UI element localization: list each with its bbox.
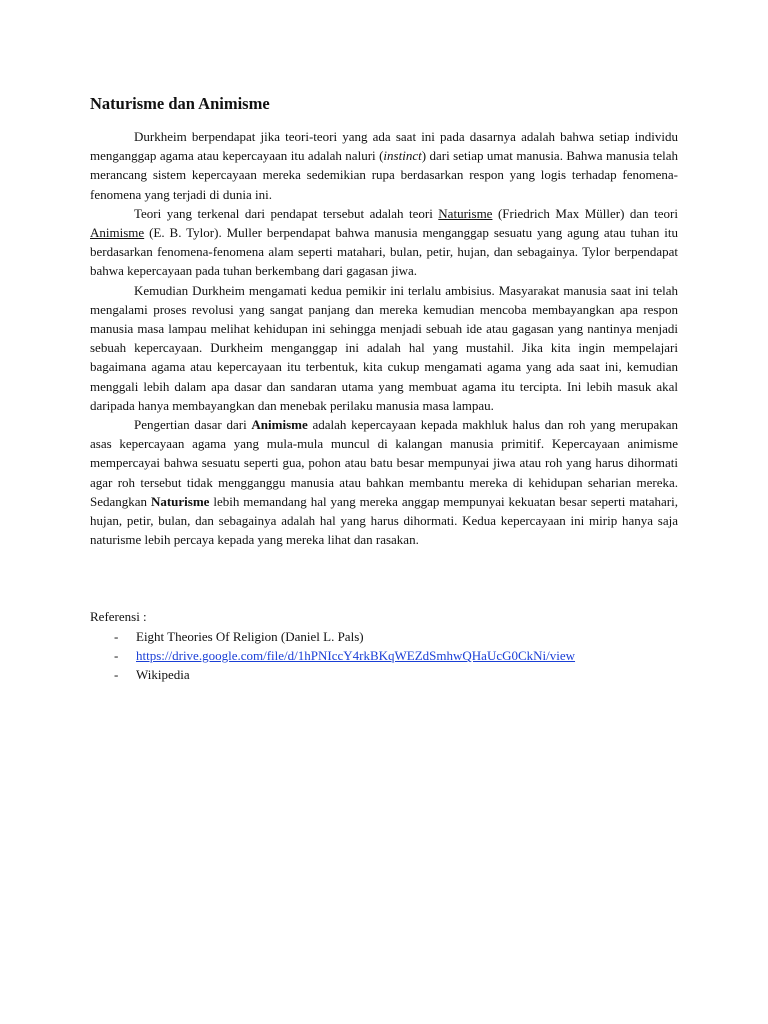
references-heading: Referensi : [90, 609, 147, 625]
paragraph-3: Kemudian Durkheim mengamati kedua pemikir ini terlalu ambisius. Masyarakat manusia saat ini telah mengalami proses revolusi yang sangat panjang dan mereka kemudian mencoba membayangkan apa respon manusia masa lampau melihat kehidupan ini sehingga menjadi sebuah ide atau gagasan yang nantinya menjadi sebuah kepercayaan. Durkheim menganggap ini adalah hal yang mustahil. Jika kita ingin mempelajari bagaimana agama atau kepercayaan itu terbentuk, kita cukup mengamati agama yang ada saat ini, kemudian menggali lebih dalam apa dasar dan sandaran utama yang membuat agama itu tercipta. Ini lebih masuk akal daripada hanya membayangkan dan menebak perilaku manusia masa lampau. [90, 282, 678, 413]
naturisme-bold-term: Naturisme [150, 493, 210, 509]
drive-link[interactable]: https://drive.google.com/file/d/1hPNIccY4rkBKqWEZdSmhwQHaUcG0CkNi/view [136, 647, 576, 663]
naturisme-term: Naturisme [438, 205, 493, 221]
animisme-term: Animisme [90, 225, 145, 241]
references-list [90, 627, 678, 685]
instinct-term: instinct [383, 148, 422, 164]
references-section [90, 607, 678, 684]
reference-item-drive-link [90, 646, 678, 665]
reference-item-book: - Eight Theories Of Religion (Daniel L. Pals) [90, 627, 678, 646]
list-dash: - [114, 628, 119, 644]
list-dash: - [114, 647, 119, 663]
document-content [90, 93, 678, 684]
paragraph-1: Durkheim berpendapat jika teori-teori yang ada saat ini pada dasarnya adalah bahwa setiap individu menganggap agama atau kepercayaan itu adalah naluri (instinct) dari setiap umat manusia. Bahwa manusia telah merancang sistem kepercayaan mereka sedemikian rupa berdasarkan respon yang logis terhadap fenomena-fenomena yang terjadi di dunia ini. [90, 129, 678, 202]
document-title: Naturisme dan Animisme [90, 94, 270, 113]
paragraph-2: Teori yang terkenal dari pendapat tersebut adalah teori Naturisme (Friedrich Max Müller) dan teori Animisme (E. B. Tylor). Muller berpendapat bahwa manusia menganggap sesuatu yang agung atau tuhan itu berdasarkan fenomena-fenomena alam seperti matahari, bulan, petir, hujan, dan sebagainya. Tylor berpendapat bahwa kepercayaan pada tuhan berkembang dari gagasan jiwa. [90, 205, 678, 279]
reference-item-wikipedia: - Wikipedia [90, 665, 678, 684]
animisme-bold-term: Animisme [251, 417, 308, 433]
paragraph-4: Pengertian dasar dari Animisme adalah kepercayaan kepada makhluk halus dan roh yang merupakan asas kepercayaan agama yang mula-mula muncul di kalangan manusia primitif. Kepercayaan animisme mempercayai bahwa sesuatu seperti gua, pohon atau batu besar mempunyai jiwa atau roh yang harus dihormati agar roh tersebut tidak mengganggu manusia atau bahkan membantu mereka di kehidupan seharian mereka. Sedangkan Naturisme lebih memandang hal yang mereka anggap mempunyai kekuatan besar seperti matahari, hujan, petir, bulan, dan sebagainya adalah hal yang harus dihormati. Kedua kepercayaan ini mirip hanya saja naturisme lebih percaya kepada yang mereka lihat dan rasakan. [90, 417, 678, 548]
list-dash: - [114, 667, 119, 683]
